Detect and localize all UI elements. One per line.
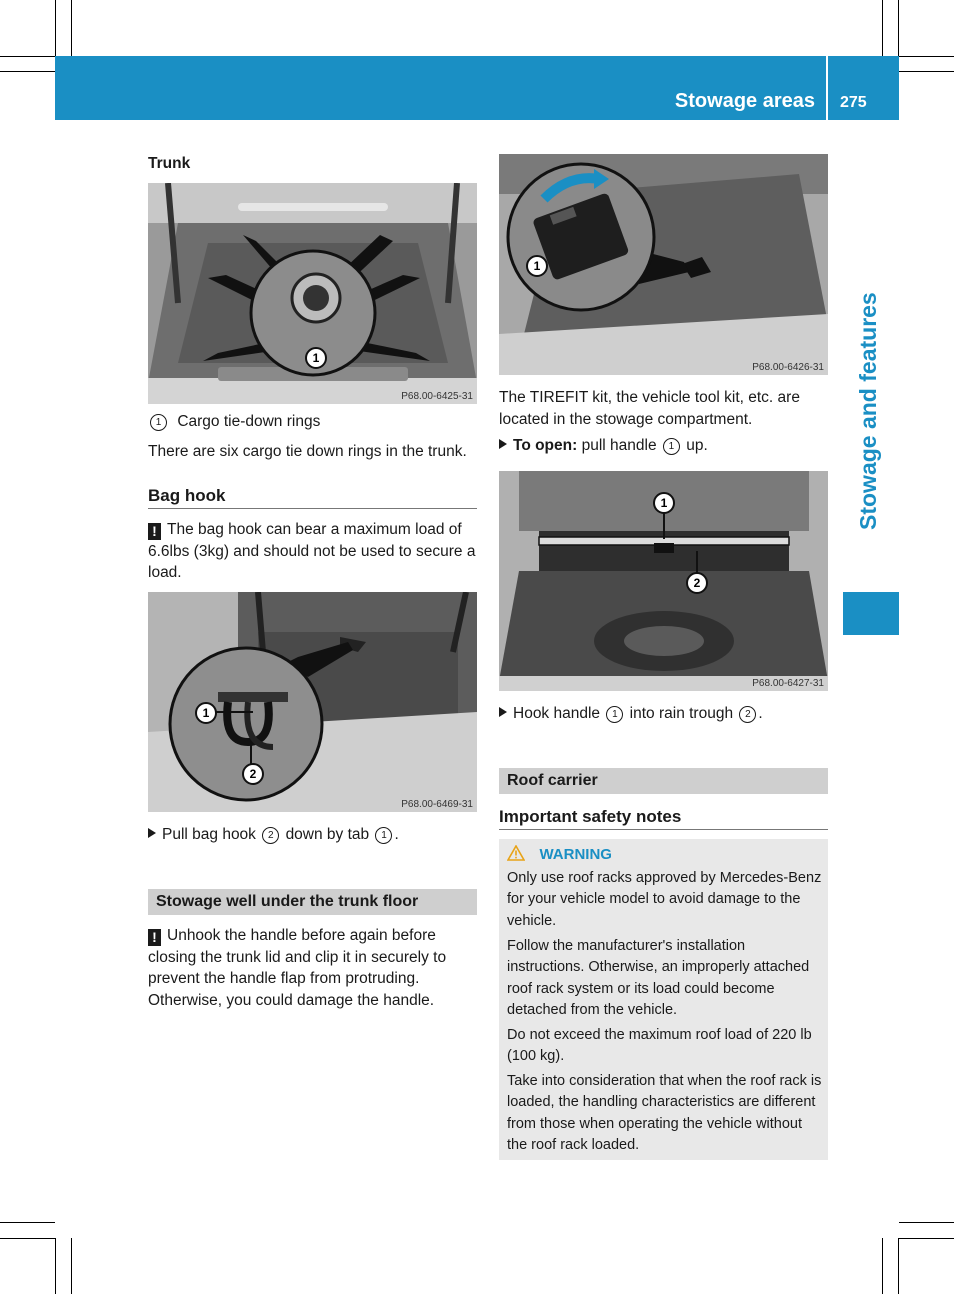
crop-mark [0, 1222, 55, 1223]
callout-ref: 1 [663, 438, 680, 455]
stowage-well-notice [148, 925, 480, 1011]
crop-mark [899, 71, 954, 72]
crop-mark [882, 0, 883, 56]
step-text: . [394, 826, 399, 843]
step-text: pull handle [581, 437, 657, 454]
safety-notes-heading: Important safety notes [499, 807, 682, 826]
notice-icon: ! [148, 523, 161, 540]
step-text: Pull bag hook [162, 826, 256, 843]
warning-box [499, 839, 828, 1160]
step-text: up. [686, 437, 708, 454]
figure-code: P68.00-6426-31 [752, 362, 824, 373]
crop-mark [0, 71, 55, 72]
step-arrow-icon [148, 828, 156, 838]
tirefit-text: The TIREFIT kit, the vehicle tool kit, etc. are located in the stowage compartment. [499, 389, 800, 428]
heading-rule [499, 829, 828, 830]
crop-mark [71, 0, 72, 56]
legend-cargo-rings [148, 411, 478, 433]
img2-callout-1: 1 [202, 706, 210, 720]
img4-callout-1: 1 [660, 496, 668, 510]
notice-text: The bag hook can bear a maximum load of 6.6lbs (3kg) and should not be used to secure a load. [148, 521, 476, 581]
img4-callout-2: 2 [693, 576, 701, 590]
chapter-tab-label: Stowage and features [855, 292, 881, 530]
crop-mark [0, 56, 55, 57]
trunk-heading: Trunk [148, 155, 191, 172]
step-text: into rain trough [629, 705, 734, 722]
pull-bag-hook-step [148, 824, 483, 846]
crop-mark [898, 1238, 899, 1294]
callout-ref: 2 [739, 706, 756, 723]
img1-callout: 1 [312, 351, 320, 365]
crop-mark [71, 1238, 72, 1294]
chapter-tab-marker [843, 592, 899, 635]
rain-trough-photo [499, 471, 828, 691]
step-label: To open: [513, 437, 578, 454]
page-header [55, 56, 899, 120]
heading-rule [148, 508, 477, 509]
trunk-photo [148, 183, 477, 404]
notice-text: Unhook the handle before again before closing the trunk lid and clip it in securely to prevent the handle flap from protruding. Otherwise, you could damage the handle. [148, 927, 447, 1009]
crop-mark [882, 1238, 883, 1294]
callout-ref: 1 [606, 706, 623, 723]
step-text: down by tab [285, 826, 370, 843]
crop-mark [899, 1238, 954, 1239]
img2-callout-2: 2 [249, 767, 257, 781]
img3-callout: 1 [533, 259, 541, 273]
legend-text: Cargo tie-down rings [177, 413, 321, 430]
legend-number: 1 [150, 414, 167, 431]
warning-triangle-icon [507, 845, 525, 861]
crop-mark [55, 1238, 56, 1294]
step-text: . [758, 705, 763, 722]
hook-handle-step [499, 703, 829, 725]
warning-header [507, 845, 612, 864]
figure-code: P68.00-6425-31 [401, 391, 473, 402]
warning-paragraph: Only use roof racks approved by Mercedes-Benz for your vehicle model to avoid damage to the vehicle. [507, 870, 822, 929]
warning-paragraph: Follow the manufacturer's installation instructions. Otherwise, an improperly attached roof rack system or its load could become detached from the vehicle. [507, 938, 810, 1018]
step-arrow-icon [499, 707, 507, 717]
bag-hook-notice [148, 519, 477, 584]
callout-ref: 2 [262, 827, 279, 844]
warning-paragraph: Take into consideration that when the roof rack is loaded, the handling characteristics are different from those when operating the vehicle without the roof rack loaded. [507, 1073, 822, 1153]
bag-hook-heading: Bag hook [148, 486, 226, 505]
crop-mark [0, 1238, 55, 1239]
figure-code: P68.00-6469-31 [401, 799, 473, 810]
notice-icon: ! [148, 929, 161, 946]
bag-hook-photo [148, 592, 477, 812]
rings-note: There are six cargo tie down rings in the trunk. [148, 443, 467, 460]
crop-mark [899, 56, 954, 57]
step-text: Hook handle [513, 705, 601, 722]
crop-mark [899, 1222, 954, 1223]
header-divider [826, 56, 828, 120]
stowage-handle-photo [499, 154, 828, 375]
crop-mark [55, 0, 56, 56]
roof-carrier-heading: Roof carrier [499, 768, 828, 794]
crop-mark [898, 0, 899, 56]
figure-code: P68.00-6427-31 [752, 678, 824, 689]
section-title: Stowage areas [674, 90, 815, 112]
page-number: 275 [840, 94, 867, 111]
warning-paragraph: Do not exceed the maximum roof load of 220 lb (100 kg). [507, 1027, 812, 1065]
stowage-well-heading: Stowage well under the trunk floor [148, 889, 477, 915]
open-step [499, 435, 829, 457]
step-arrow-icon [499, 439, 507, 449]
callout-ref: 1 [375, 827, 392, 844]
warning-label: WARNING [539, 846, 612, 863]
